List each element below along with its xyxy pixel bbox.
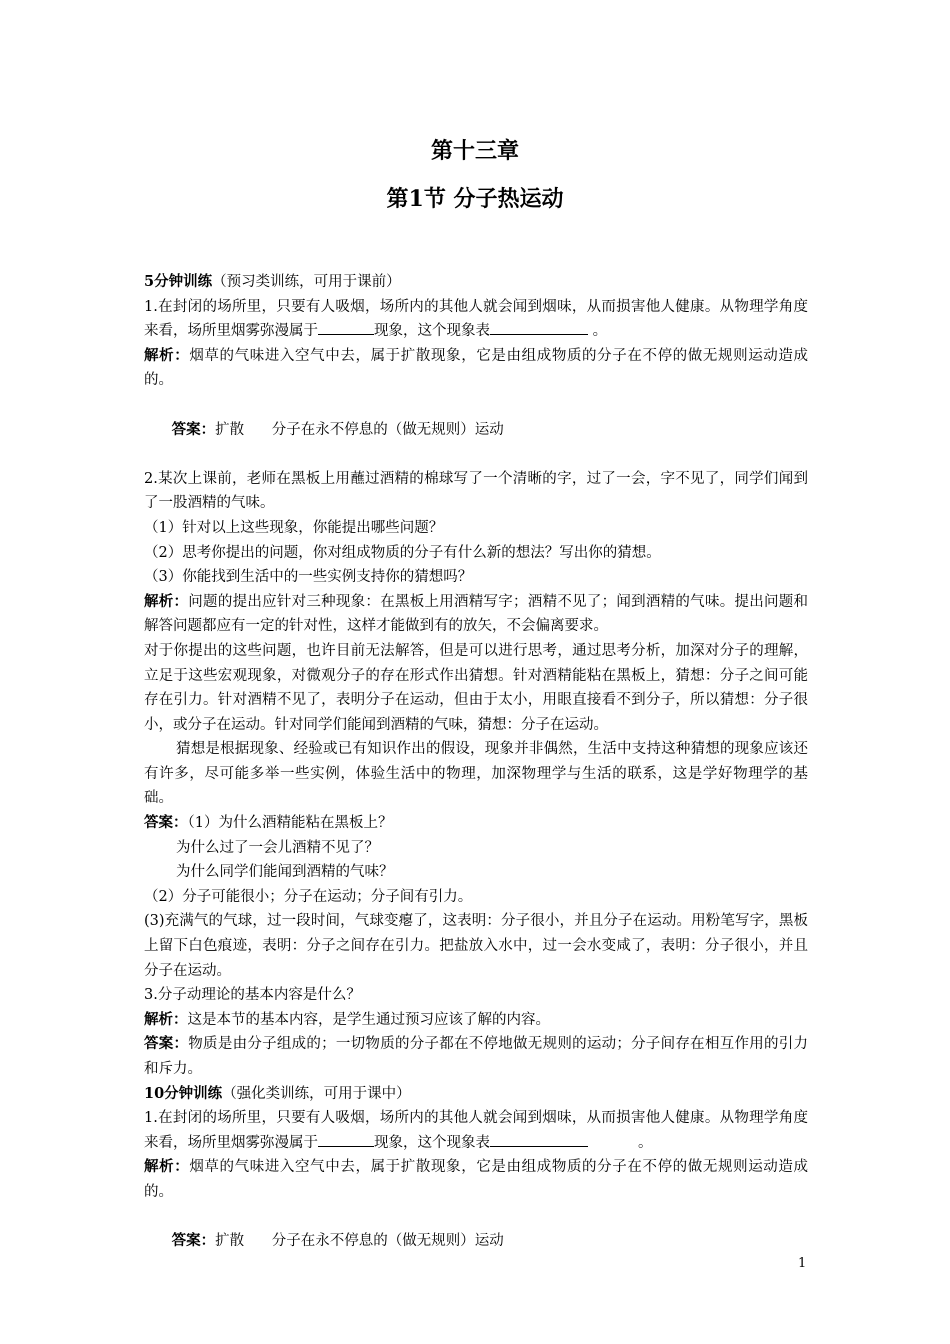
five-min-note: （预习类训练，可用于课前） <box>212 274 401 290</box>
document-body <box>144 270 808 1278</box>
q3-answer: 答案：物质是由分子组成的；一切物质的分子都在不停地做无规则的运动；分子间存在相互作用的引力和斥力。 <box>144 1035 809 1077</box>
q2-answer-2: （2）分子可能很小；分子在运动；分子间有引力。 <box>144 888 473 905</box>
ten-min-heading-line <box>144 1082 808 1107</box>
q2-analysis-2: 对于你提出的这些问题，也许目前无法解答，但是可以进行思考，通过思考分析，加深对分子的理解，立足于这些宏观现象，对微观分子的存在形式作出猜想。针对酒精能粘在黑板上，猜想：分子之间可能存在引力。针对酒精不见了，表明分子在运动，但由于太小，用眼直接看不到分子，所以猜想：分子很小，或分子在运动。针对同学们能闻到酒精的气味，猜想：分子在运动。 <box>144 642 808 733</box>
q2-sub2: （2）思考你提出的问题，你对组成物质的分子有什么新的想法？写出你的猜想。 <box>144 544 661 561</box>
q2-sub3: （3）你能找到生活中的一些实例支持你的猜想吗？ <box>144 569 473 586</box>
fill-blank <box>318 1132 374 1147</box>
ten-q1-analysis: 解析：烟草的气味进入空气中去，属于扩散现象，它是由组成物质的分子在不停的做无规则运动造成的。 <box>144 1158 809 1200</box>
q2-sub1: （1）针对以上这些现象，你能提出哪些问题？ <box>144 519 444 536</box>
q2-answer-1c: 为什么同学们能闻到酒精的气味？ <box>176 864 394 881</box>
ten-min-note: （强化类训练，可用于课中） <box>222 1085 411 1102</box>
ten-q1-answer: 答案：扩散 分子在永不停息的（做无规则）运动 <box>171 1232 504 1250</box>
chapter-title: 第十三章 <box>430 138 519 164</box>
q2-answer-1b: 为什么过了一会儿酒精不见了？ <box>176 839 379 856</box>
fill-blank <box>490 1132 588 1147</box>
q2-answer-3: (3)充满气的气球，过一段时间，气球变瘪了，这表明：分子很小，并且分子在运动。用粉笔写字，黑板上留下白色痕迹，表明：分子之间存在引力。把盐放入水中，过一会水变咸了，表明：分子很小，并且分子在运动。 <box>144 913 808 979</box>
q2-text: 2.某次上课前，老师在黑板上用蘸过酒精的棉球写了一个清晰的字，过了一会，字不见了，同学们闻到了一股酒精的气味。 <box>144 470 808 512</box>
q2-answer-1: 答案：（1）为什么酒精能粘在黑板上？ <box>144 814 393 832</box>
q2-analysis-1: 解析：问题的提出应针对三种现象：在黑板上用酒精写字；酒精不见了；闻到酒精的气味。提出问题和解答问题都应有一定的针对性，这样才能做到有的放矢，不会偏离要求。 <box>144 592 809 635</box>
q3-analysis: 解析：这是本节的基本内容，是学生通过预习应该了解的内容。 <box>144 1010 550 1028</box>
page-number: 1 <box>798 1256 807 1271</box>
section-title: 第1节 分子热运动 <box>386 186 564 212</box>
five-min-heading-line <box>144 270 808 295</box>
q2-analysis-3: 猜想是根据现象、经验或已有知识作出的假设，现象并非偶然，生活中支持这种猜想的现象应该还有许多，尽可能多举一些实例，体验生活中的物理，加深物理学与生活的联系，这是学好物理学的基础。 <box>144 741 808 807</box>
fill-blank <box>318 320 374 335</box>
q1-text: 1.在封闭的场所里，只要有人吸烟，场所内的其他人就会闻到烟味，从而损害他人健康。从物理学角度来看，场所里烟雾弥漫属于 现象，这个现象表 。 <box>144 298 808 340</box>
ten-q1-text: 1.在封闭的场所里，只要有人吸烟，场所内的其他人就会闻到烟味，从而损害他人健康。从物理学角度来看，场所里烟雾弥漫属于 现象，这个现象表 。 <box>144 1110 808 1151</box>
five-min-heading: 5分钟训练 <box>144 273 213 290</box>
q1-analysis: 解析：烟草的气味进入空气中去，属于扩散现象，它是由组成物质的分子在不停的做无规则运动造成的。 <box>144 346 809 389</box>
fill-blank <box>490 320 588 335</box>
q3-text: 3.分子动理论的基本内容是什么？ <box>144 987 361 1004</box>
ten-min-heading: 10分钟训练 <box>144 1084 223 1102</box>
q1-answer: 答案：扩散 分子在永不停息的（做无规则）运动 <box>171 420 504 438</box>
